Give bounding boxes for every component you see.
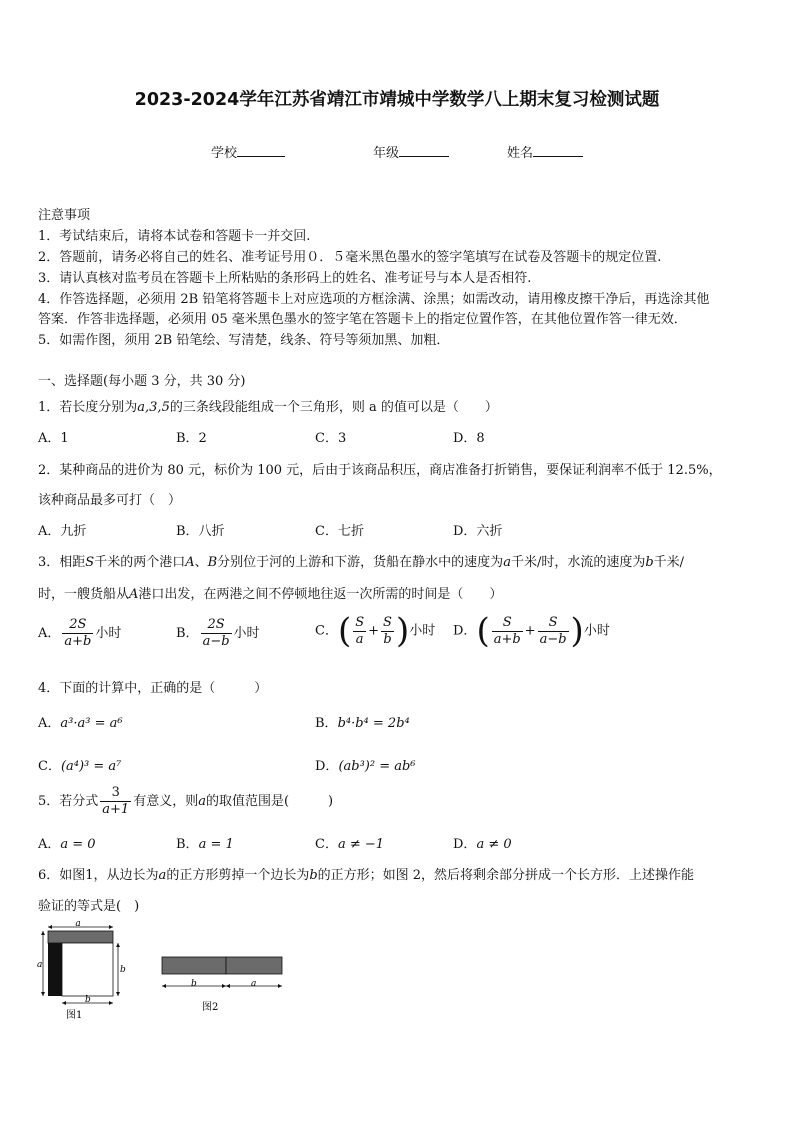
fig2-caption: 图2 [202,1002,219,1013]
notice-item-2: 2．答题前，请务必将自己的姓名、准考证号用０．５毫米黑色墨水的签字笔填写在试卷及答题卡的规定位置. [38,250,662,265]
question-6-line2: 验证的等式是( ) [38,899,140,914]
q5-option-a[interactable]: A．a = 0 [38,837,96,852]
q2-option-a[interactable]: A．九折 [38,524,87,539]
q3-option-a[interactable]: A． $\frac{2S}{a+b}$ 小时 [38,617,122,649]
fig2-label-a: a [251,979,257,989]
figure-1 [34,920,130,1020]
question-6-line1: 6．如图1，从边长为a的正方形剪掉一个边长为b的正方形；如图 2，然后将剩余部分拼成一个长方形．上述操作能 [38,868,695,883]
notice-item-5: 5．如需作图，须用 2B 铅笔绘、写清楚，线条、符号等须加黑、加粗． [38,333,450,348]
name-field[interactable]: 姓名 [507,142,583,161]
q2-option-c[interactable]: C．七折 [315,524,364,539]
q2-option-d[interactable]: D．六折 [453,524,503,539]
fig1-label-b-right: b [120,965,126,975]
fig2-left-block [162,957,226,974]
grade-field[interactable]: 年级 [373,142,449,161]
q5-option-b[interactable]: B．a = 1 [176,837,234,852]
q1-option-c[interactable]: C．3 [315,431,347,446]
question-3-line1: 3．相距S千米的两个港口A、B分别位于河的上游和下游，货船在静水中的速度为a千米/时，水流的速度为b千米/ [38,555,685,570]
q4-option-c[interactable]: C．(a⁴)³ = a⁷ [38,759,122,774]
notice-item-4: 4．作答选择题，必须用 2B 铅笔将答题卡上对应选项的方框涂满、涂黑；如需改动，请用橡皮擦干净后，再选涂其他 [38,292,710,307]
question-2-line2: 该种商品最多可打（ ） [38,493,182,508]
fig1-label-a-top: a [75,920,81,929]
notice-item-1: 1．考试结束后，请将本试卷和答题卡一并交回. [38,229,311,244]
fig1-inner-square [62,943,113,996]
question-3-line2: 时，一艘货船从A港口出发，在两港之间不停顿地往返一次所需的时间是（ ） [38,587,503,602]
q4-option-b[interactable]: B．b⁴·b⁴ = 2b⁴ [315,716,410,731]
page-title: 2023-2024学年江苏省靖江市靖城中学数学八上期末复习检测试题 [134,90,660,110]
notice-item-4-cont: 答案．作答非选择题，必须用 05 毫米黑色墨水的签字笔在答题卡上的指定位置作答，在其他位置作答一律无效． [38,312,687,327]
fig1-label-a-left: a [37,960,43,970]
q2-option-b[interactable]: B．八折 [176,524,225,539]
fig1-label-b-bottom: b [85,995,91,1005]
q3-option-b[interactable]: B． $\frac{2S}{a-b}$ 小时 [176,617,260,649]
notice-item-3: 3．请认真核对监考员在答题卡上所粘贴的条形码上的姓名、准考证号与本人是否相符. [38,271,532,286]
figure-2 [158,950,288,1015]
school-field[interactable]: 学校 [211,142,285,161]
q3-option-d[interactable]: D．( $\frac{S}{a+b}$ + $\frac{S}{a-b}$ )小时 [453,611,610,651]
question-4: 4．下面的计算中，正确的是（ ） [38,681,268,696]
section-heading: 一、选择题(每小题 3 分，共 30 分) [38,374,246,389]
q4-option-a[interactable]: A．a³·a³ = a⁶ [38,716,123,731]
fig1-caption: 图1 [66,1010,83,1020]
fig1-top-strip [48,931,113,943]
q1-option-b[interactable]: B．2 [176,431,207,446]
q4-option-d[interactable]: D．(ab³)² = ab⁶ [315,759,416,774]
notice-heading: 注意事项 [38,208,91,223]
fig2-label-b: b [191,979,197,989]
q3-option-c[interactable]: C．( $\frac{S}{a}$ + $\frac{S}{b}$ )小时 [315,611,436,651]
question-2-line1: 2．某种商品的进价为 80 元，标价为 100 元，后由于该商品积压，商店准备打折销售，要保证利润率不低于 12.5%， [38,463,722,478]
question-5: 5．若分式 $\frac{3}{a+1}$ 有意义，则a的取值范围是( ) [38,785,334,817]
q5-option-d[interactable]: D．a ≠ 0 [453,837,512,852]
q1-option-a[interactable]: A．1 [38,431,69,446]
question-1: 1．若长度分别为a,3,5的三条线段能组成一个三角形，则 a 的值可以是（ ） [38,400,498,415]
q1-option-d[interactable]: D．8 [453,431,485,446]
fig1-left-strip [48,943,62,996]
fig2-right-block [226,957,282,974]
q5-option-c[interactable]: C．a ≠ −1 [315,837,385,852]
